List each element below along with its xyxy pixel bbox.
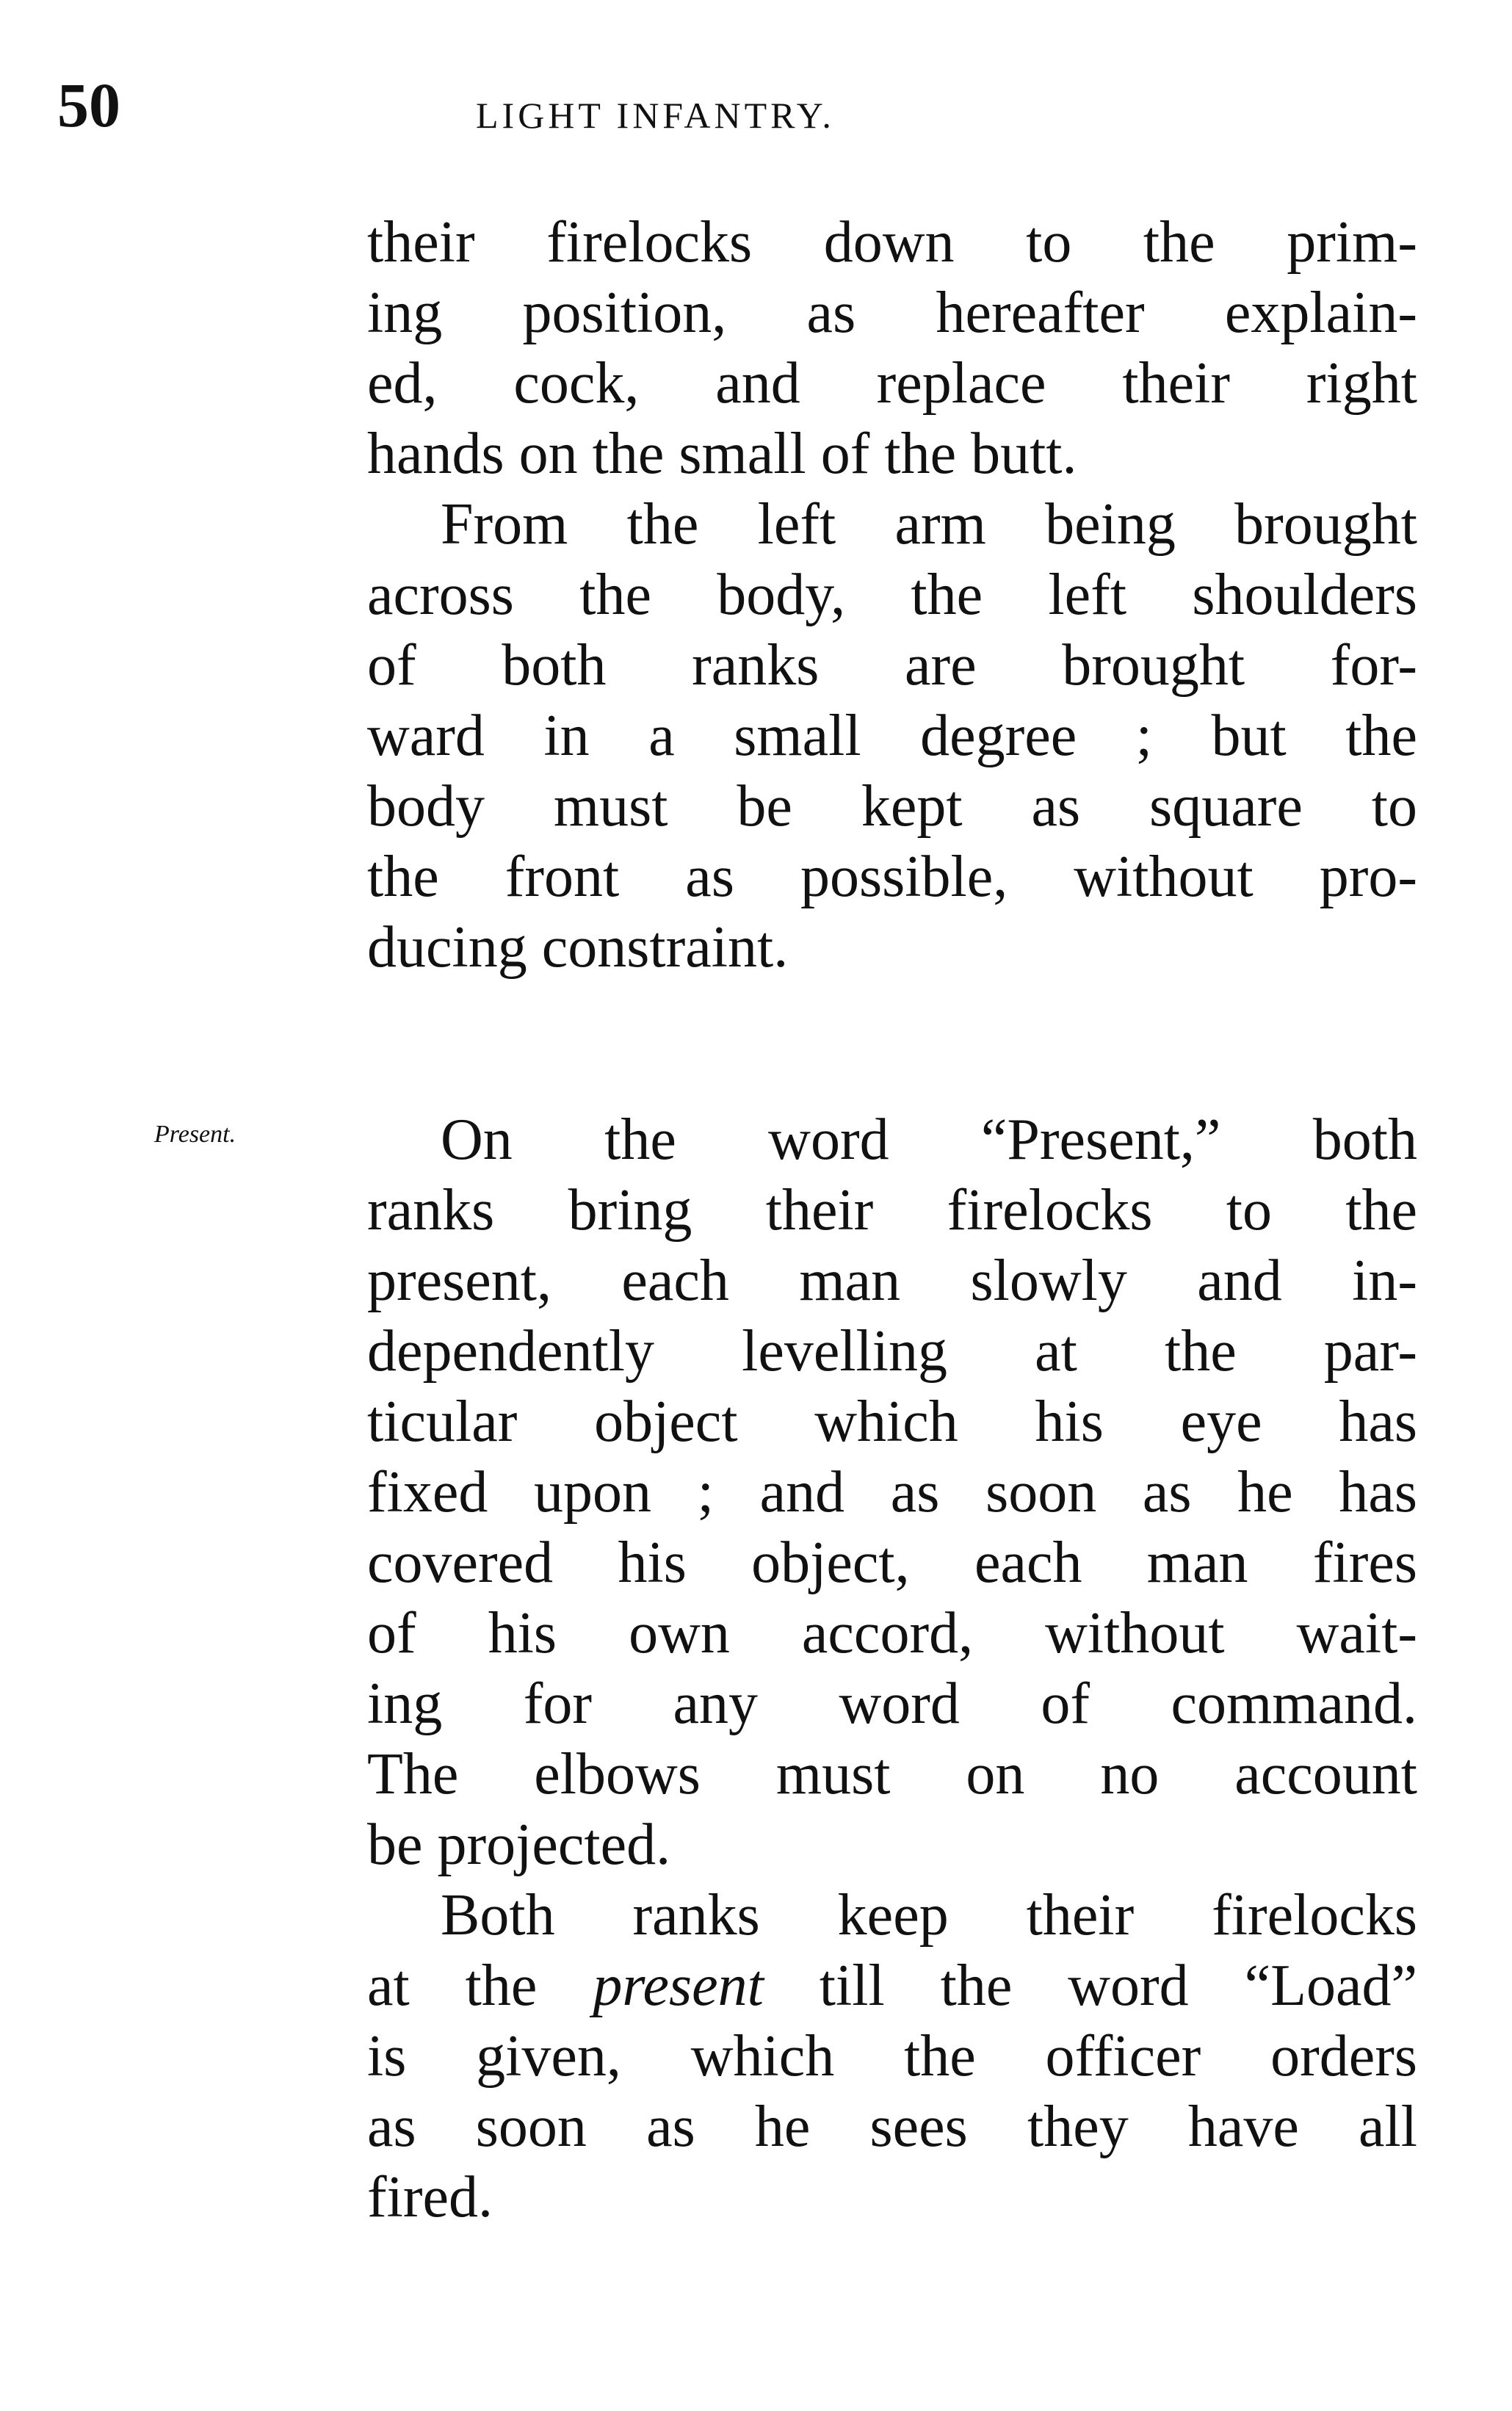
text-line: fired. bbox=[367, 2165, 493, 2230]
paragraph-shoulders bbox=[367, 489, 1417, 983]
paragraph-load bbox=[367, 1880, 1417, 2233]
text-line: hands on the small of the butt. bbox=[367, 422, 1077, 486]
text-line: present, each man slowly and in- bbox=[367, 1248, 1417, 1313]
text-line: be projected. bbox=[367, 1812, 671, 1877]
text-line: From the left arm being brought bbox=[441, 492, 1417, 557]
text-run: at the bbox=[367, 1953, 593, 2018]
text-line: ing for any word of command. bbox=[367, 1671, 1417, 1736]
text-line: of both ranks are brought for- bbox=[367, 633, 1417, 698]
italic-term: present bbox=[593, 1953, 764, 2018]
text-line: ticular object which his eye has bbox=[367, 1389, 1417, 1454]
text-line: ing position, as hereafter explain- bbox=[367, 281, 1417, 345]
text-line-mixed bbox=[367, 1951, 1417, 2021]
text-line: dependently levelling at the par- bbox=[367, 1319, 1417, 1384]
text-line: their firelocks down to the prim- bbox=[367, 210, 1417, 275]
text-line: fixed upon ; and as soon as he has bbox=[367, 1460, 1417, 1525]
text-run: till the word “Load” bbox=[763, 1953, 1417, 2018]
text-line: On the word “Present,” both bbox=[441, 1107, 1417, 1172]
paragraph-present bbox=[367, 1105, 1417, 1880]
text-line: Both ranks keep their firelocks bbox=[441, 1883, 1417, 1948]
text-block-upper bbox=[367, 207, 1417, 983]
paragraph-continuation bbox=[367, 207, 1417, 489]
text-line: body must be kept as square to bbox=[367, 774, 1417, 839]
text-line: of his own accord, without wait- bbox=[367, 1601, 1417, 1666]
text-line: across the body, the left shoulders bbox=[367, 563, 1417, 627]
text-line: covered his object, each man fires bbox=[367, 1530, 1417, 1595]
text-line: ranks bring their firelocks to the bbox=[367, 1178, 1417, 1243]
text-line: as soon as he sees they have all bbox=[367, 2094, 1417, 2159]
margin-note: Present. bbox=[154, 1121, 236, 1148]
text-line: ducing constraint. bbox=[367, 915, 789, 980]
running-title: LIGHT INFANTRY. bbox=[476, 95, 835, 136]
page-number: 50 bbox=[57, 70, 120, 140]
text-line: The elbows must on no account bbox=[367, 1742, 1417, 1807]
text-line: ed, cock, and replace their right bbox=[367, 351, 1417, 416]
text-line: the front as possible, without pro- bbox=[367, 845, 1417, 909]
text-block-lower bbox=[367, 1105, 1417, 2233]
text-line: ward in a small degree ; but the bbox=[367, 704, 1417, 768]
text-line: is given, which the officer orders bbox=[367, 2024, 1417, 2089]
